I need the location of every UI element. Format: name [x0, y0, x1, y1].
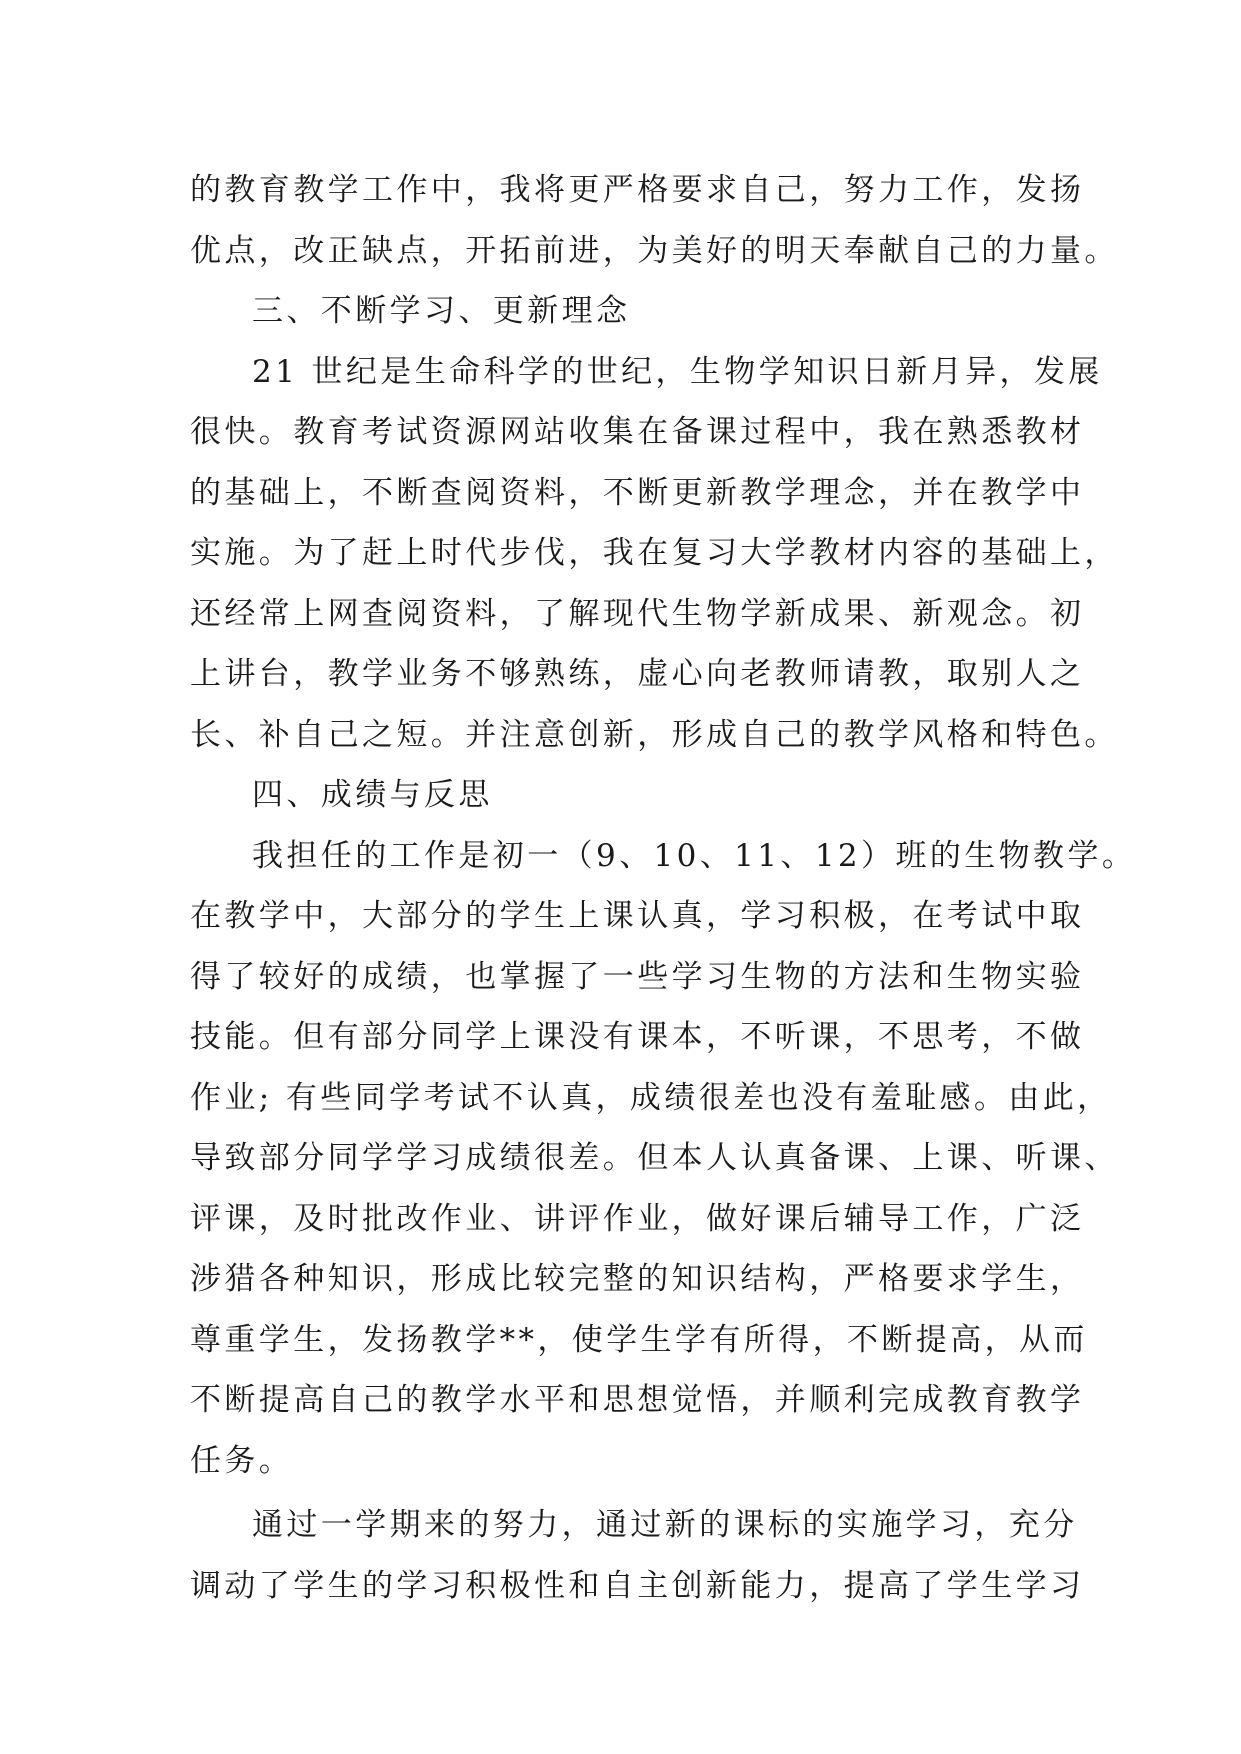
text-line: 还经常上网查阅资料，了解现代生物学新成果、新观念。初 [190, 595, 1085, 632]
section-heading: 三、不断学习、更新理念 [252, 293, 631, 329]
text-line: 导致部分同学学习成绩很差。但本人认真备课、上课、听课、 [190, 1140, 1119, 1176]
text-line: 尊重学生，发扬教学**，使学生学有所得，不断提高，从而 [190, 1321, 1088, 1358]
text-line: 任务。 [190, 1442, 294, 1479]
text-line: 实施。为了赶上时代步伐，我在复习大学教材内容的基础上， [190, 535, 1119, 571]
text-line: 评课，及时批改作业、讲评作业，做好课后辅导工作，广泛 [190, 1200, 1085, 1237]
text-line: 的基础上，不断查阅资料，不断更新教学理念，并在教学中 [190, 474, 1085, 511]
text-line: 我担任的工作是初一（9、10、11、12）班的生物教学。 [252, 837, 1137, 874]
text-line: 优点，改正缺点，开拓前进，为美好的明天奉献自己的力量。 [190, 232, 1119, 269]
text-line: 上讲台，教学业务不够熟练，虚心向老教师请教，取别人之 [190, 656, 1085, 692]
text-line: 21 世纪是生命科学的世纪，生物学知识日新月异，发展 [252, 353, 1103, 390]
text-line: 涉猎各种知识，形成比较完整的知识结构，严格要求学生， [190, 1261, 1085, 1297]
text-line: 得了较好的成绩，也掌握了一些学习生物的方法和生物实验 [190, 958, 1085, 995]
text-line: 通过一学期来的努力，通过新的课标的实施学习，充分 [252, 1507, 1078, 1543]
document-body [190, 160, 1137, 1616]
text-line: 在教学中，大部分的学生上课认真，学习积极，在考试中取 [190, 898, 1085, 934]
text-line: 不断提高自己的教学水平和思想觉悟，并顺利完成教育教学 [190, 1382, 1085, 1418]
text-line: 调动了学生的学习积极性和自主创新能力，提高了学生学习 [190, 1567, 1085, 1604]
text-line: 长、补自己之短。并注意创新，形成自己的教学风格和特色。 [190, 716, 1119, 753]
text-line: 作业; 有些同学考试不认真，成绩很差也没有羞耻感。由此， [190, 1079, 1112, 1116]
text-line: 很快。教育考试资源网站收集在备课过程中，我在熟悉教材 [190, 414, 1085, 450]
section-heading: 四、成绩与反思 [252, 777, 493, 813]
text-line: 技能。但有部分同学上课没有课本，不听课，不思考，不做 [190, 1019, 1085, 1055]
text-line: 的教育教学工作中，我将更严格要求自己，努力工作，发扬 [190, 172, 1085, 208]
